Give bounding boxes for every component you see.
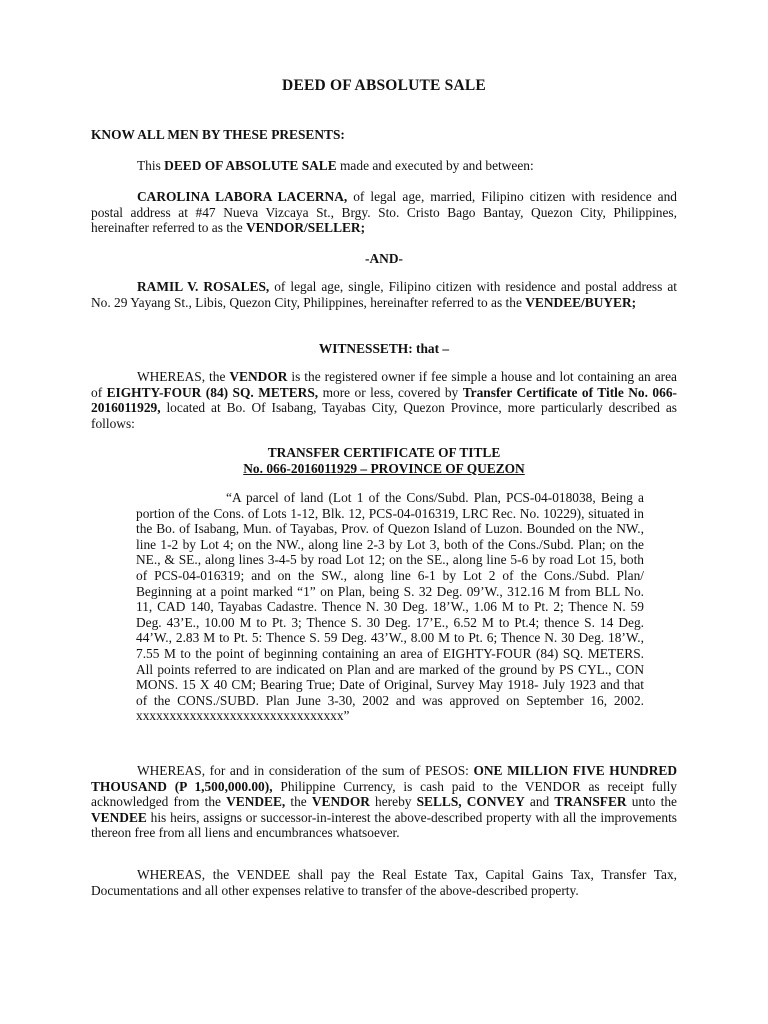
tct-heading-line1: TRANSFER CERTIFICATE OF TITLE	[267, 445, 501, 460]
document-title: DEED OF ABSOLUTE SALE	[282, 77, 486, 94]
tct-heading-line2: No. 066-2016011929 – PROVINCE OF QUEZON	[243, 460, 525, 476]
whereas-ownership-paragraph: WHEREAS, the VENDOR is the registered owner if fee simple a house and lot containing an area of EIGHTY-FOUR (84) SQ. METERS, more or less, covered by Transfer Certificate of Title No. 066-2016011929, located at Bo. Of Isabang, Tayabas City, Quezon Province, more particularly described as follows:	[91, 369, 677, 431]
and-separator: -AND-	[365, 251, 403, 266]
vendor-name: CAROLINA LABORA LACERNA,	[137, 189, 348, 204]
intro-paragraph: This DEED OF ABSOLUTE SALE made and executed by and between:	[137, 158, 534, 173]
whereas-consideration-paragraph: WHEREAS, for and in consideration of the sum of PESOS: ONE MILLION FIVE HUNDRED THOUSAND (P 1,500,000.00), Philippine Currency, is cash paid to the VENDOR as receipt fully acknowledged from the VENDEE, the VENDOR hereby SELLS, CONVEY and TRANSFER unto the VENDEE his heirs, assigns or successor-in-interest the above-described property with all the improvements thereon free from all liens and encumbrances whatsoever.	[91, 763, 678, 841]
vendee-paragraph: RAMIL V. ROSALES, of legal age, single, Filipino citizen with residence and postal address at No. 29 Yayang St., Libis, Quezon City, Philippines, hereinafter referred to as the VENDEE/BUYER;	[91, 279, 677, 310]
opening-clause: KNOW ALL MEN BY THESE PRESENTS:	[91, 127, 345, 142]
tct-heading	[91, 445, 677, 476]
tct-description: “A parcel of land (Lot 1 of the Cons/Subd. Plan, PCS-04-018038, Being a portion of the Cons. of Lots 1-12, Blk. 12, PCS-04-016319, LRC Rec. No. 10229), situated in the Bo. of Isabang, Mun. of Tayabas, Prov. of Quezon Island of Luzon. Bounded on the NW., line 1-2 by Lot 4; on the NW., along line 2-3 by Lot 3, both of the Cons./Subd. Plan; on the NE., & SE., along lines 3-4-5 by road Lot 12; on the SE., along line 5-6 by road Lot 15, both of PCS-04-016319; and on the SW., along line 6-1 by Lot 2 of the Cons./Subd. Plan/ Beginning at a point marked “1” on Plan, being S. 32 Deg. 09’W., 312.16 M from BLL No. 11, CAD 140, Tayabas Cadastre. Thence N. 30 Deg. 18’W., 1.06 M to Pt. 2; Thence N. 59 Deg. 43’E., 10.00 M to Pt. 3; Thence S. 30 Deg. 17’E., 6.52 M to Pt.4; thence S. 14 Deg. 44’W., 2.83 M to Pt. 5: Thence S. 59 Deg. 43’W., 8.00 M to Pt. 6; Thence N. 30 Deg. 18’W., 7.55 M to the point of beginning containing an area of EIGHTY-FOUR (84) SQ. METERS. All points referred to are indicated on Plan and are marked of the ground by PS CYL., CON MONS. 15 X 40 CM; Bearing True; Date of Original, Survey May 1918- July 1923 and that of the CONS./SUBD. Plan June 3-30, 2002 and was approved on September 16, 2002. xxxxxxxxxxxxxxxxxxxxxxxxxxxxxxx”	[136, 490, 644, 724]
vendor-designation: VENDOR/SELLER;	[246, 220, 366, 236]
vendor-paragraph: CAROLINA LABORA LACERNA, of legal age, married, Filipino citizen with residence and postal address at #47 Nueva Vizcaya St., Brgy. Sto. Cristo Bago Bantay, Quezon City, Philippines, hereinafter referred to as the VENDOR/SELLER;	[91, 189, 677, 236]
whereas-taxes-paragraph: WHEREAS, the VENDEE shall pay the Real Estate Tax, Capital Gains Tax, Transfer Tax, Documentations and all other expenses relative to transfer of the above-described property.	[91, 867, 677, 898]
witnesseth-heading: WITNESSETH: that –	[318, 341, 450, 356]
vendee-name: RAMIL V. ROSALES,	[137, 279, 270, 294]
vendee-designation: VENDEE/BUYER;	[525, 294, 637, 310]
